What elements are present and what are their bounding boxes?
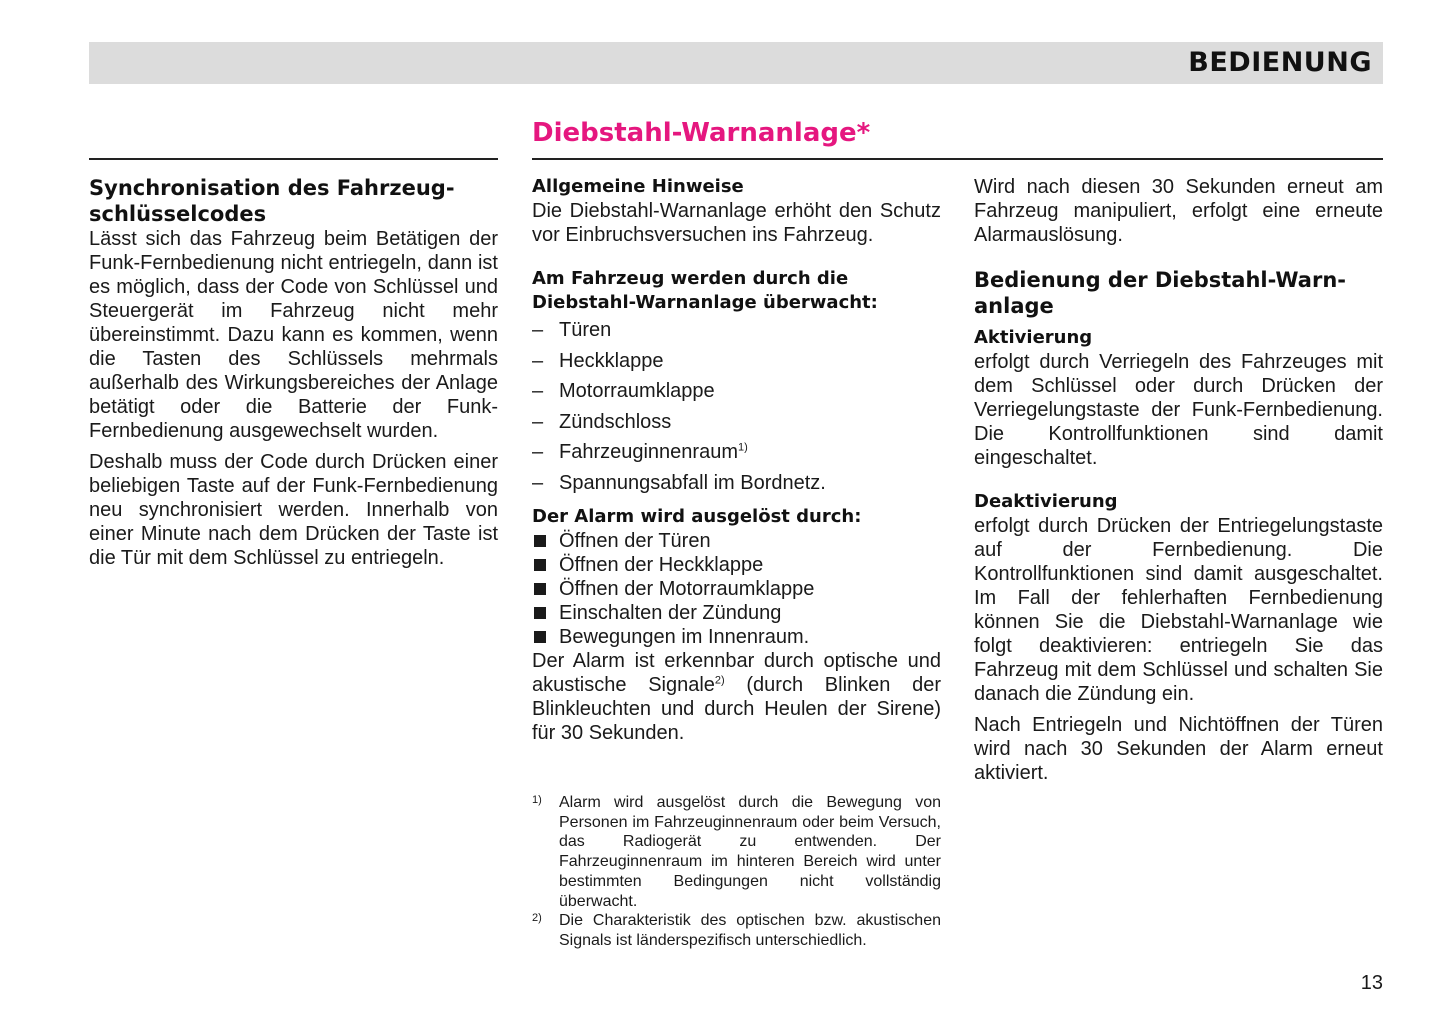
page-number: 13 xyxy=(1360,972,1383,994)
footnote: 2) Die Charakteristik des optischen bzw. akustischen Signals ist länderspezifisch unterschiedlich. xyxy=(532,912,941,949)
column-synchronisation xyxy=(89,175,498,570)
list-item: – Türen xyxy=(532,315,941,346)
footnote: 1) Alarm wird ausgelöst durch die Bewegung von Personen im Fahrzeuginnenraum oder beim Versuch, das Radiogerät zu entwenden. Der Fahrzeuginnenraum im hinteren Bereich wird unter bestimmten Bedingungen nicht vollständig überwacht. xyxy=(532,794,941,910)
alarm-heading: Der Alarm wird ausgelöst durch: xyxy=(532,506,862,527)
column-general xyxy=(532,175,941,745)
list-item: – Motorraumklappe xyxy=(532,376,941,407)
header-title: BEDIENUNG xyxy=(1188,47,1372,78)
reactivation-text: Nach Entriegeln und Nichtöffnen der Türen wird nach 30 Sekunden der Alarm erneut aktiviert. xyxy=(974,714,1383,784)
list-item: – Zündschloss xyxy=(532,407,941,438)
list-item: Bewegungen im Innenraum. xyxy=(532,625,941,649)
activation-text: erfolgt durch Verriegeln des Fahrzeuges mit dem Schlüssel oder durch Drücken der Verriegelungstaste der Funk-Fernbedienung. Die Kontrollfunktionen sind damit eingeschaltet. xyxy=(974,351,1383,469)
bullet-square-icon xyxy=(534,631,546,643)
monitored-heading: Am Fahrzeug werden durch die Diebstahl-Warnanlage überwacht: xyxy=(532,268,878,313)
alarm-list xyxy=(532,529,941,649)
deactivation-heading: Deaktivierung xyxy=(974,491,1118,512)
divider-right xyxy=(532,158,1383,160)
list-item: Einschalten der Zündung xyxy=(532,601,941,625)
synchronisation-paragraph-1: Lässt sich das Fahrzeug beim Betätigen der Funk-Fernbedienung nicht entriegeln, dann ist es möglich, dass der Code von Schlüssel und Steuergerät im Fahrzeug nicht mehr übereinstimmt. Dazu kann es kommen, wenn die Tasten des Schlüssels mehrmals außerhalb des Wirkungsbereiches der Anlage betätigt oder die Batterie der Funk-Fernbedienung ausgewechselt wurden. xyxy=(89,228,498,442)
general-text: Die Diebstahl-Warnanlage erhöht den Schutz vor Einbruchsversuchen ins Fahrzeug. xyxy=(532,200,941,246)
general-heading: Allgemeine Hinweise xyxy=(532,176,744,197)
header-bar xyxy=(89,42,1383,84)
column-operation xyxy=(974,175,1383,785)
footnote-ref: 1) xyxy=(738,441,748,454)
list-item: – Spannungsabfall im Bordnetz. xyxy=(532,468,941,499)
alarm-description: Der Alarm ist erkennbar durch optische und akustische Signale$^{2)}$ (durch Blinken der Blinkleuchten und durch Heulen der Sirene) für 30 Sekunden. xyxy=(532,650,941,744)
list-item: Öffnen der Motorraumklappe xyxy=(532,577,941,601)
list-item: Öffnen der Türen xyxy=(532,529,941,553)
bullet-square-icon xyxy=(534,559,546,571)
list-item: – Heckklappe xyxy=(532,346,941,377)
bullet-square-icon xyxy=(534,607,546,619)
deactivation-text: erfolgt durch Drücken der Entriegelungstaste auf der Fernbedienung. Die Kontrollfunktionen sind damit ausgeschaltet. Im Fall der fehlerhaften Fernbedienung können Sie die Diebstahl-Warnanlage wie folgt deaktivieren: entriegeln Sie das Fahrzeug mit dem Schlüssel und schalten Sie danach die Zündung ein. xyxy=(974,515,1383,705)
footnotes xyxy=(532,793,941,951)
bullet-square-icon xyxy=(534,583,546,595)
list-item: – Fahrzeuginnenraum$^{1)}$ xyxy=(532,437,941,468)
list-item: Öffnen der Heckklappe xyxy=(532,553,941,577)
synchronisation-heading: Synchronisation des Fahrzeugschlüsselcodes xyxy=(89,176,455,226)
divider-left xyxy=(89,158,498,160)
bullet-square-icon xyxy=(534,535,546,547)
synchronisation-paragraph-2: Deshalb muss der Code durch Drücken einer beliebigen Taste auf der Funk-Fernbedienung neu synchronisiert werden. Innerhalb von einer Minute nach dem Drücken der Taste ist die Tür mit dem Schlüssel zu entriegeln. xyxy=(89,451,498,569)
section-title: Diebstahl-Warnanlage* xyxy=(532,118,871,148)
footnote-ref: 2) xyxy=(714,674,725,687)
operation-heading: Bedienung der Diebstahl-Warnanlage xyxy=(974,268,1347,318)
monitored-list xyxy=(532,315,941,498)
repeat-alarm-text: Wird nach diesen 30 Sekunden erneut am Fahrzeug manipuliert, erfolgt eine erneute Alarmauslösung. xyxy=(974,176,1383,246)
activation-heading: Aktivierung xyxy=(974,327,1093,348)
